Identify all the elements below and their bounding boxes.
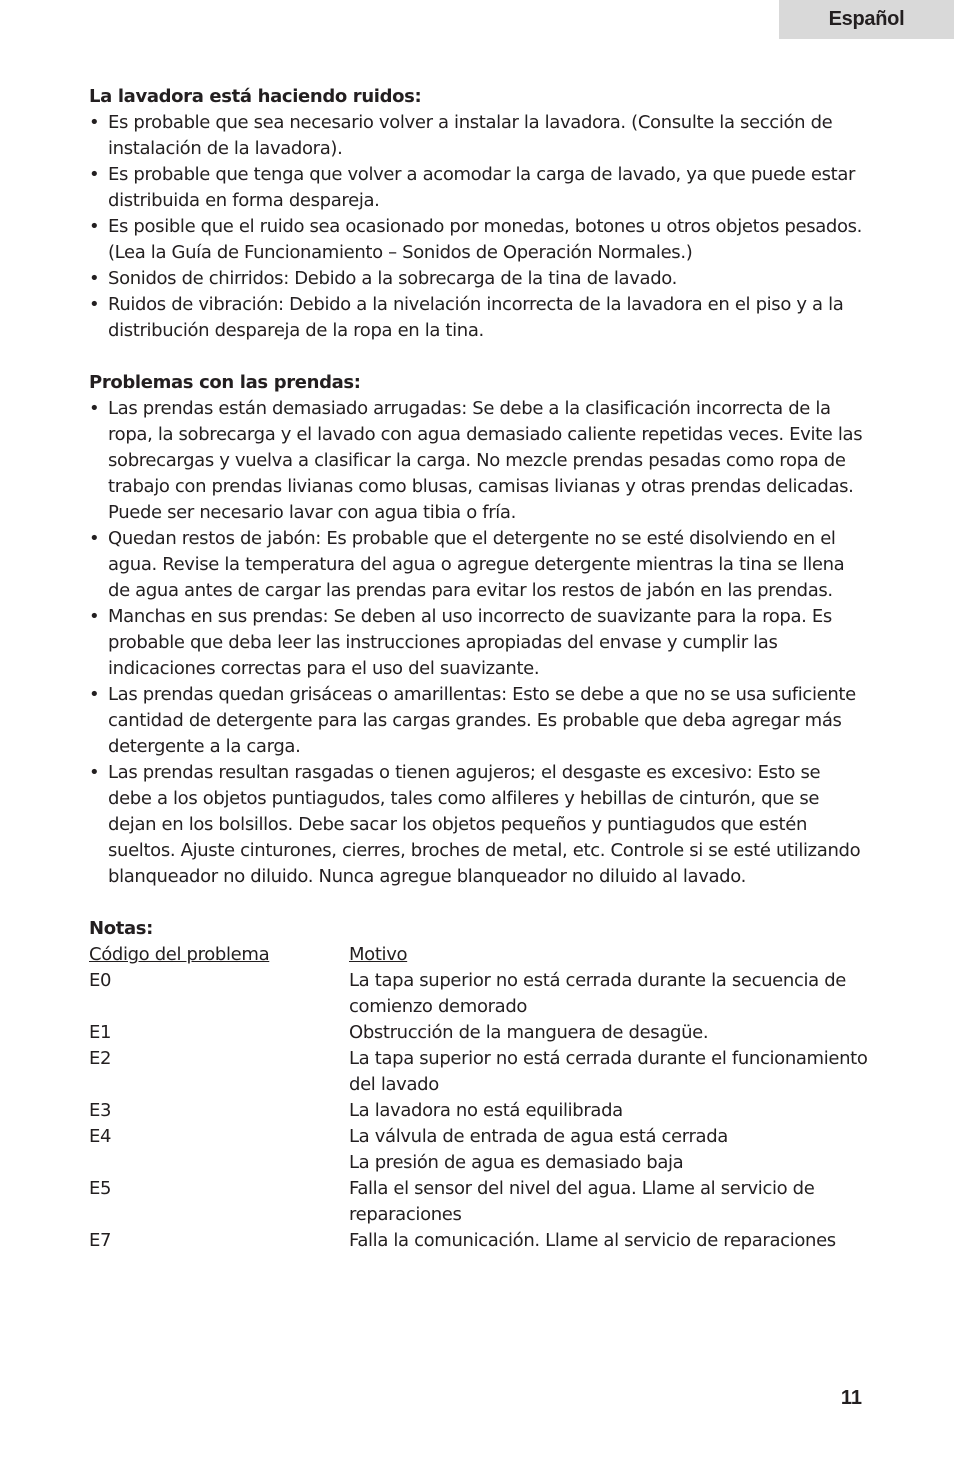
table-row: [89, 1228, 869, 1254]
error-code: E4: [89, 1126, 112, 1147]
garments-list: [89, 396, 869, 890]
list-item: • Quedan restos de jabón: Es probable que el detergente no se esté disolviendo en el agua. Revise la temperatura del agua o agregue detergente mientras la tina se llena de agua antes de cargar las prendas para evitar los restos de jabón en las prendas.: [89, 526, 869, 604]
page-content: [89, 84, 869, 1280]
list-item: • Sonidos de chirridos: Debido a la sobrecarga de la tina de lavado.: [89, 266, 869, 292]
notes-title: Notas:: [89, 918, 153, 939]
page-number: 11: [840, 1387, 862, 1409]
list-item: • Las prendas quedan grisáceas o amarillentas: Esto se debe a que no se usa suficiente cantidad de detergente para las cargas grandes. Es probable que deba agregar más detergente a la carga.: [89, 682, 869, 760]
error-reason: Obstrucción de la manguera de desagüe.: [349, 1022, 709, 1043]
error-code: E0: [89, 970, 112, 991]
table-row: [89, 1150, 869, 1176]
list-item: • Manchas en sus prendas: Se deben al uso incorrecto de suavizante para la ropa. Es probable que deba leer las instrucciones apropiadas del envase y cumplir las indicaciones correctas para el uso del suavizante.: [89, 604, 869, 682]
error-code: E1: [89, 1022, 112, 1043]
table-row: [89, 1098, 869, 1124]
noise-list: [89, 110, 869, 344]
error-reason: Falla la comunicación. Llame al servicio de reparaciones: [349, 1230, 836, 1251]
error-code: E7: [89, 1230, 112, 1251]
error-code: [89, 1150, 349, 1176]
error-reason: Falla el sensor del nivel del agua. Llame al servicio de reparaciones: [349, 1178, 815, 1225]
list-item: • Ruidos de vibración: Debido a la nivelación incorrecta de la lavadora en el piso y a la distribución despareja de la ropa en la tina.: [89, 292, 869, 344]
error-reason: La lavadora no está equilibrada: [349, 1100, 623, 1121]
list-item: • Es probable que tenga que volver a acomodar la carga de lavado, ya que puede estar distribuida en forma despareja.: [89, 162, 869, 214]
noise-section: [89, 84, 869, 344]
notes-section: [89, 916, 869, 1254]
notes-header-row: [89, 942, 869, 968]
error-code: E5: [89, 1178, 112, 1199]
list-item: • Las prendas están demasiado arrugadas: Se debe a la clasificación incorrecta de la ropa, la sobrecarga y el lavado con agua demasiado caliente repetidas veces. Evite las sobrecargas y vuelva a clasificar la carga. No mezcle prendas pesadas como ropa de trabajo con prendas livianas como blusas, camisas livianas y otras prendas delicadas. Puede ser necesario lavar con agua tibia o fría.: [89, 396, 869, 526]
table-row: [89, 1020, 869, 1046]
error-reason: La válvula de entrada de agua está cerrada: [349, 1126, 728, 1147]
list-item: • Es probable que sea necesario volver a instalar la lavadora. (Consulte la sección de instalación de la lavadora).: [89, 110, 869, 162]
error-reason: La tapa superior no está cerrada durante la secuencia de comienzo demorado: [349, 970, 847, 1017]
error-code: E3: [89, 1100, 112, 1121]
garments-section-title: Problemas con las prendas:: [89, 372, 361, 393]
column-header-reason: Motivo: [349, 944, 408, 965]
error-reason: La tapa superior no está cerrada durante el funcionamiento del lavado: [349, 1048, 868, 1095]
noise-section-title: La lavadora está haciendo ruidos:: [89, 86, 422, 107]
language-tab: Español: [779, 0, 954, 39]
table-row: [89, 1176, 869, 1228]
error-code: E2: [89, 1048, 112, 1069]
list-item: • Es posible que el ruido sea ocasionado por monedas, botones u otros objetos pesados. (Lea la Guía de Funcionamiento – Sonidos de Operación Normales.): [89, 214, 869, 266]
garments-section: [89, 370, 869, 890]
table-row: [89, 1046, 869, 1098]
list-item: • Las prendas resultan rasgadas o tienen agujeros; el desgaste es excesivo: Esto se debe a los objetos puntiagudos, tales como alfileres y hebillas de cinturón, que se dejan en los bolsillos. Debe sacar los objetos pequeños y puntiagudos que estén sueltos. Ajuste cinturones, cierres, broches de metal, etc. Controle si se esté utilizando blanqueador no diluido. Nunca agregue blanqueador no diluido al lavado.: [89, 760, 869, 890]
table-row: [89, 1124, 869, 1150]
error-reason: La presión de agua es demasiado baja: [349, 1152, 684, 1173]
column-header-code: Código del problema: [89, 944, 270, 965]
table-row: [89, 968, 869, 1020]
